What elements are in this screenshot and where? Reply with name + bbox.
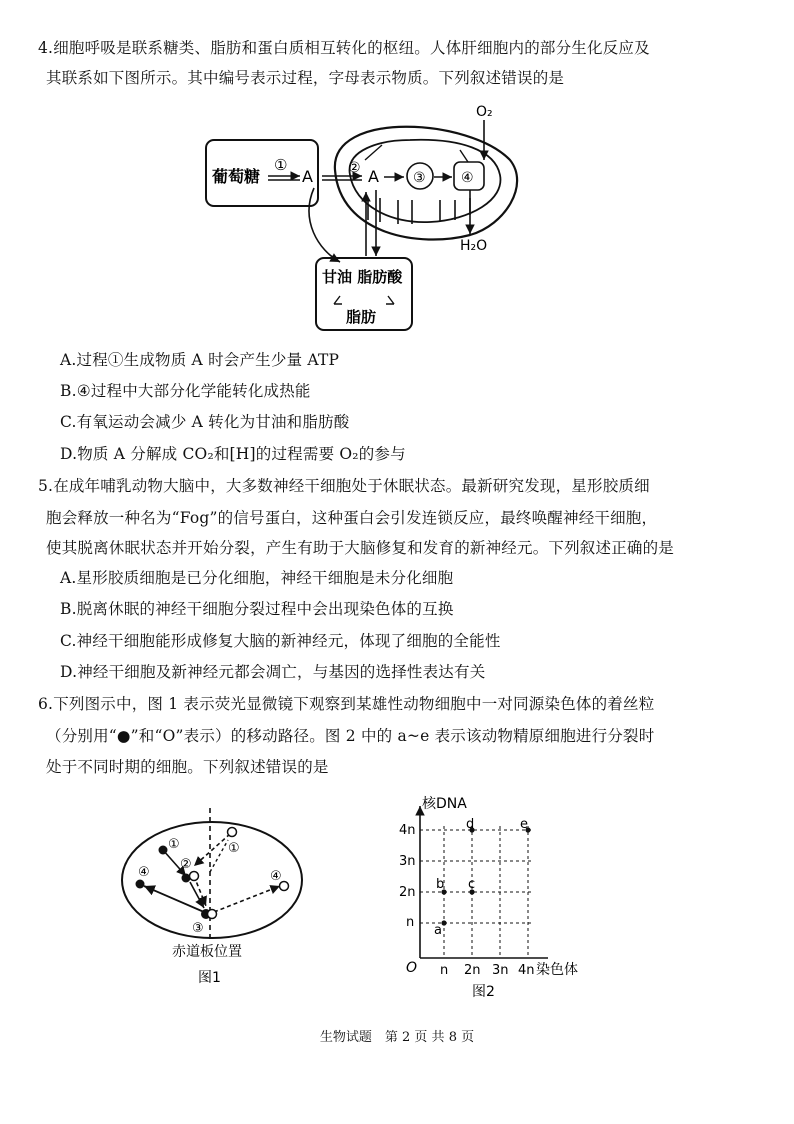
q4-stem-line1: 4.细胞呼吸是联系糖类、脂肪和蛋白质相互转化的枢纽。人体肝细胞内的部分生化反应及: [38, 39, 650, 57]
o2-label: O₂: [476, 104, 493, 120]
step4-label: ④: [461, 170, 474, 186]
step1-label: ①: [274, 156, 288, 174]
fig1-label-4b: ④: [270, 869, 282, 884]
q5-stem-line2: 胞会释放一种名为“Fog”的信号蛋白，这种蛋白会引发连锁反应，最终唤醒神经干细胞，: [46, 509, 658, 527]
fig2-origin: O: [406, 960, 418, 976]
h2o-label: H₂O: [460, 238, 488, 254]
fig2-xtick-3n: 3n: [492, 963, 509, 978]
step2-label: ②: [348, 160, 361, 176]
fat-label: 脂肪: [346, 308, 377, 326]
step3-label: ③: [413, 170, 426, 186]
q5-stem-line1: 5.在成年哺乳动物大脑中，大多数神经干细胞处于休眠状态。最新研究发现，星形胶质细: [38, 477, 650, 495]
fig2-point-e: e: [520, 817, 528, 832]
matA-mito: A: [368, 167, 379, 186]
fig2-xtick-n: n: [440, 963, 449, 978]
fig2-point-a: a: [434, 923, 442, 938]
q4-option-b[interactable]: B.④过程中大部分化学能转化成热能: [60, 382, 311, 400]
fig2-ytick-4n: 4n: [399, 823, 416, 838]
fig2-ytick-3n: 3n: [399, 854, 416, 869]
fig2-xlabel: 染色体: [536, 962, 578, 978]
q5-option-b[interactable]: B.脱离休眠的神经干细胞分裂过程中会出现染色体的互换: [60, 600, 454, 618]
matA-cytoplasm: A: [302, 167, 313, 186]
fig2-ylabel: 核DNA: [422, 796, 467, 812]
q4-option-d[interactable]: D.物质 A 分解成 CO₂和[H]的过程需要 O₂的参与: [60, 445, 406, 463]
page-footer: 生物试题 第 2 页 共 8 页: [319, 1030, 475, 1045]
fig1-label-3: ③: [192, 921, 204, 936]
fig1-label-4a: ④: [138, 865, 150, 880]
fig2-ytick-n: n: [406, 915, 415, 930]
glycerol-fa-label: 甘油 脂肪酸: [322, 268, 403, 286]
fig1-plate-label: 赤道板位置: [172, 944, 242, 960]
q6-stem-line1: 6.下列图示中，图 1 表示荧光显微镜下观察到某雄性动物细胞中一对同源染色体的着丝粒: [38, 695, 655, 713]
fig2-ytick-2n: 2n: [399, 885, 416, 900]
fig2-point-c: c: [468, 877, 476, 892]
glucose-label: 葡萄糖: [212, 167, 261, 186]
fig2-point-d: d: [466, 817, 475, 832]
fig2-xtick-2n: 2n: [464, 963, 481, 978]
fig1-label-2: ②: [180, 857, 192, 872]
q5-option-a[interactable]: A.星形胶质细胞是已分化细胞，神经干细胞是未分化细胞: [60, 569, 454, 587]
q6-stem-line3: 处于不同时期的细胞。下列叙述错误的是: [46, 758, 329, 776]
q4-option-a[interactable]: A.过程①生成物质 A 时会产生少量 ATP: [60, 351, 340, 369]
fig2-point-b: b: [436, 877, 445, 892]
fig2-point: [441, 920, 446, 925]
fig1-label-1b: ①: [228, 841, 240, 856]
q4-option-c[interactable]: C.有氧运动会减少 A 转化为甘油和脂肪酸: [60, 413, 350, 431]
fig1-label-1a: ①: [168, 837, 180, 852]
fig2-caption: 图2: [472, 984, 495, 1000]
q5-option-d[interactable]: D.神经干细胞及新神经元都会凋亡，与基因的选择性表达有关: [60, 663, 486, 681]
q5-stem-line3: 使其脱离休眠状态并开始分裂，产生有助于大脑修复和发育的新神经元。下列叙述正确的是: [46, 539, 675, 557]
q4-stem-line2: 其联系如下图所示。其中编号表示过程，字母表示物质。下列叙述错误的是: [46, 69, 565, 87]
q6-stem-line2: （分别用“●”和“O”表示）的移动路径。图 2 中的 a~e 表示该动物精原细胞进行分裂时: [46, 727, 655, 745]
fig2-xtick-4n: 4n: [518, 963, 535, 978]
fig1-caption: 图1: [198, 970, 221, 986]
q5-option-c[interactable]: C.神经干细胞能形成修复大脑的新神经元，体现了细胞的全能性: [60, 632, 501, 650]
